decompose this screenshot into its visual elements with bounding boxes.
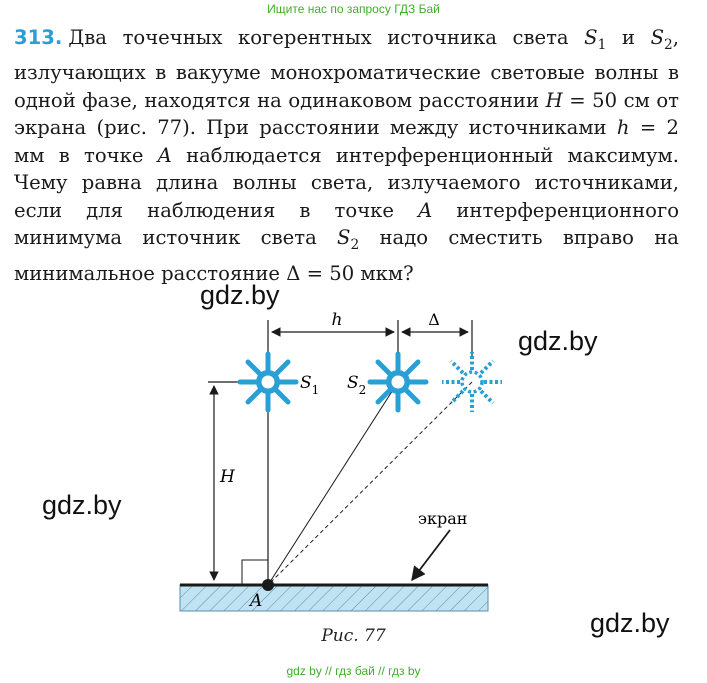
symbol-A: A xyxy=(418,198,433,222)
text-seg: , излучающих в вакууме монохроматические световые волны в одной фазе, находятся на одинаковом расстоянии xyxy=(14,26,679,112)
sun-icon-s2 xyxy=(370,354,426,410)
ray-s2-shifted xyxy=(268,382,472,585)
watermark: gdz.by xyxy=(590,608,670,638)
symbol-A: A xyxy=(157,143,172,167)
text-seg: интерференционного минимума источник света xyxy=(14,198,680,250)
problem-number: 313. xyxy=(14,26,63,49)
text-seg: = 50 см от экрана (рис. 77). При расстоянии между источниками xyxy=(14,88,679,140)
symbol-s2: $S_2$ xyxy=(337,226,360,254)
symbol-s2: $S_2$ xyxy=(650,26,673,53)
point-a xyxy=(262,579,274,591)
label-H: H xyxy=(220,467,235,487)
symbol-s1: $S_1$ xyxy=(584,26,607,53)
figure-caption: Рис. 77 xyxy=(321,626,386,646)
symbol-h: h xyxy=(616,116,630,140)
top-search-link[interactable]: Ищите нас по запросу ГДЗ Бай xyxy=(267,2,440,16)
watermark: gdz.by xyxy=(200,280,280,310)
footer-links[interactable]: gdz by // гдз бай // гдз by xyxy=(286,664,421,678)
symbol-H: H xyxy=(545,88,563,112)
text-seg: наблюдается интерференционный максимум. Чему равна длина волны света, излучаемого источниками, если для наблюдения в точке xyxy=(14,143,679,222)
watermark: gdz.by xyxy=(518,326,598,356)
text-seg: надо сместить вправо на минимальное расстояние Δ = 50 мкм? xyxy=(14,226,679,285)
sun-icon-s1 xyxy=(240,354,296,410)
screen-hatch xyxy=(180,585,488,611)
label-s2: $S_2$ xyxy=(347,373,367,397)
text-seg: и xyxy=(606,26,651,49)
label-s1: $S_1$ xyxy=(300,373,320,397)
label-a: A xyxy=(250,591,263,611)
text-seg: Два точечных когерентных источника света xyxy=(68,26,585,49)
label-screen: экран xyxy=(418,509,468,528)
ray-s2 xyxy=(268,382,398,585)
label-delta: Δ xyxy=(428,310,440,329)
label-h: h xyxy=(331,310,343,330)
watermark: gdz.by xyxy=(42,490,122,520)
text-seg: = 2 мм в точке xyxy=(14,116,680,167)
screen-pointer-arrow xyxy=(412,530,450,580)
